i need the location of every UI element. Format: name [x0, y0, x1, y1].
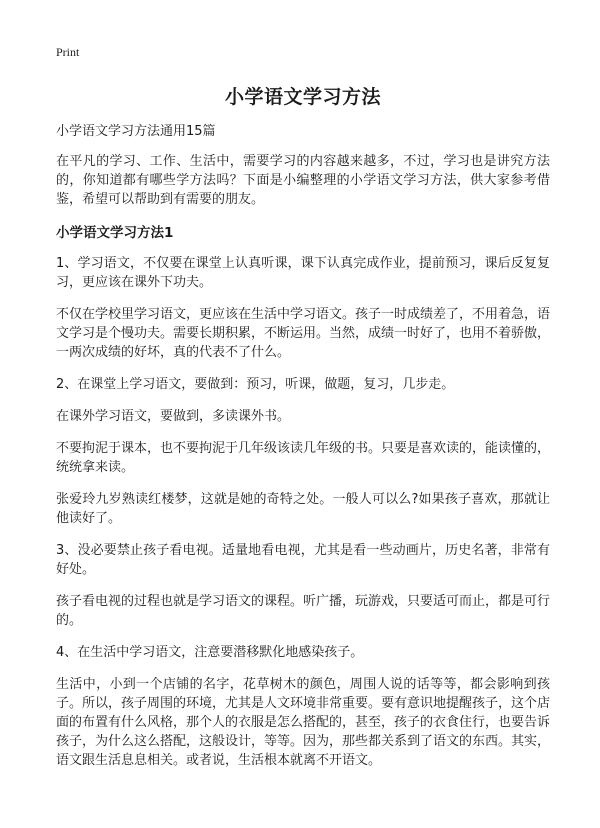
- paragraph: 4、在生活中学习语文，注意要潜移默化地感染孩子。: [56, 645, 364, 660]
- section-heading: 小学语文学习方法1: [56, 225, 174, 241]
- paragraph: 不要拘泥于课本，也不要拘泥于几年级该读几年级的书。只要是喜欢读的，能读懂的，统统拿来读。: [56, 441, 551, 475]
- paragraph: 3、没必要禁止孩子看电视。适量地看电视，尤其是看一些动画片，历史名著，非常有好处。: [56, 543, 550, 577]
- paragraph: 生活中，小到一个店铺的名字，花草树木的颜色，周围人说的话等等，都会影响到孩子。所以，孩子周围的环境，尤其是人文环境非常重要。要有意识地提醒孩子，这个店面的布置有什么风格，那个人的衣服是怎么搭配的，甚至，孩子的衣食住行，也要告诉孩子，为什么这么搭配，这般设计，等等。因为，那些都关系到了语文的东西。其实，语文跟生活息息相关。或者说，生活根本就离不开语文。: [56, 677, 551, 768]
- document-page: [56, 44, 550, 783]
- paragraph: 孩子看电视的过程也就是学习语文的课程。听广播，玩游戏，只要适可而止，都是可行的。: [56, 594, 551, 628]
- paragraph: 1、学习语文，不仅要在课堂上认真听课，课下认真完成作业，提前预习，课后反复复习，更应该在课外下功夫。: [56, 256, 550, 290]
- page-title: 小学语文学习方法: [224, 86, 381, 108]
- document-subtitle: 小学语文学习方法通用15篇: [56, 124, 216, 139]
- print-link[interactable]: Print: [56, 45, 80, 59]
- intro-paragraph: 在平凡的学习、工作、生活中，需要学习的内容越来越多，不过，学习也是讲究方法的，你知道都有哪些学方法吗？下面是小编整理的小学语文学习方法，供大家参考借鉴，希望可以帮助到有需要的朋友。: [56, 154, 550, 207]
- paragraph: 张爱玲九岁熟读红楼梦，这就是她的奇特之处。一般人可以么?如果孩子喜欢，那就让他读好了。: [56, 492, 550, 526]
- paragraph: 2、在课堂上学习语文，要做到：预习，听课，做题，复习，几步走。: [56, 377, 455, 392]
- paragraph: 不仅在学校里学习语文，更应该在生活中学习语文。孩子一时成绩差了，不用着急，语文学习是个慢功夫。需要长期积累，不断运用。当然，成绩一时好了，也用不着骄傲，一两次成绩的好坏，真的代表不了什么。: [56, 307, 551, 360]
- paragraph: 在课外学习语文，要做到，多读课外书。: [56, 409, 291, 424]
